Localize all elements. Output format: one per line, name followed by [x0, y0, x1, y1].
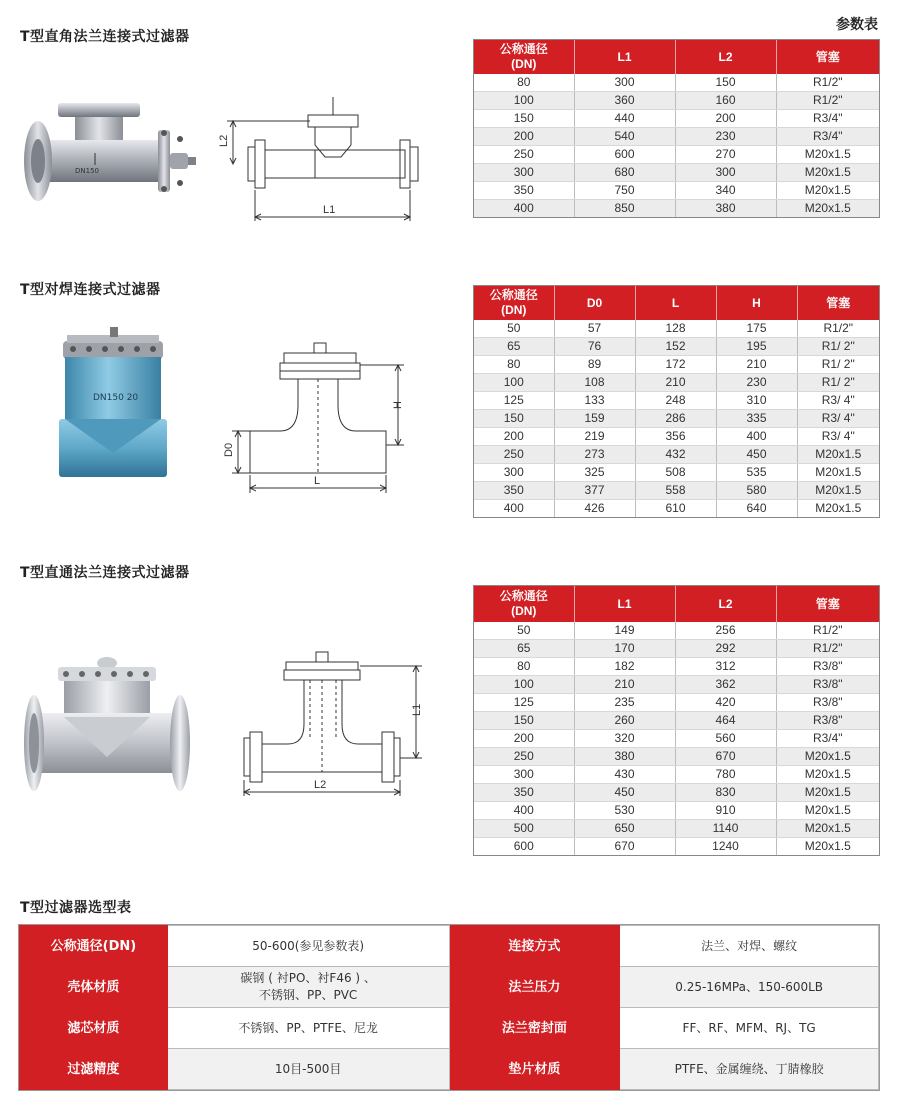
table-cell: M20x1.5 [776, 182, 879, 200]
section1-dim-l1: L1 [323, 204, 336, 216]
section1-dim-l2: L2 [218, 134, 230, 147]
table-cell: 150 [474, 110, 574, 128]
table-row [474, 392, 879, 410]
section3-header-0: 公称通径 (DN) [474, 586, 574, 622]
table-cell: 600 [574, 146, 675, 164]
table-cell: 160 [675, 92, 776, 110]
table-cell: R1/ 2" [797, 374, 879, 392]
section1-photo-marking: DN150 [75, 167, 99, 175]
table-cell: 57 [554, 320, 635, 338]
table-cell: 850 [574, 200, 675, 218]
table-cell: M20x1.5 [776, 164, 879, 182]
table-cell: 420 [675, 694, 776, 712]
table-cell: 286 [635, 410, 716, 428]
section1-photo [20, 95, 200, 225]
table-cell: 125 [474, 694, 574, 712]
selection-label: 壳体材质 [20, 967, 168, 1008]
table-cell: 440 [574, 110, 675, 128]
table-cell: 300 [474, 766, 574, 784]
table-row [474, 92, 879, 110]
table-row [474, 694, 879, 712]
selection-value: 碳钢 ( 衬PO、衬F46 ) 、 不锈钢、PP、PVC [167, 967, 449, 1008]
section2-drawing [218, 335, 418, 505]
table-cell: R3/8" [776, 694, 879, 712]
table-cell: R3/8" [776, 712, 879, 730]
table-cell: 175 [716, 320, 797, 338]
section3-drawing [230, 648, 430, 798]
selection-table [19, 925, 879, 1090]
section2-header-1: D0 [554, 286, 635, 320]
table-cell: 540 [574, 128, 675, 146]
table-cell: 200 [474, 128, 574, 146]
table-cell: 210 [635, 374, 716, 392]
table-cell: 100 [474, 374, 554, 392]
table-cell: 65 [474, 338, 554, 356]
table-cell: 248 [635, 392, 716, 410]
table-cell: 159 [554, 410, 635, 428]
section3-dim-l1: L1 [411, 703, 423, 716]
table-cell: R1/ 2" [797, 356, 879, 374]
table-cell: 362 [675, 676, 776, 694]
section2-header-4: 管塞 [797, 286, 879, 320]
table-cell: M20x1.5 [797, 446, 879, 464]
table-cell: R3/4" [776, 110, 879, 128]
selection-value: 50-600(参见参数表) [167, 926, 449, 967]
section3-header-2: L2 [675, 586, 776, 622]
selection-label: 过滤精度 [20, 1049, 168, 1090]
table-row [474, 356, 879, 374]
table-cell: 830 [675, 784, 776, 802]
table-cell: 108 [554, 374, 635, 392]
table-row [474, 338, 879, 356]
table-cell: M20x1.5 [776, 748, 879, 766]
table-cell: 1140 [675, 820, 776, 838]
table-cell: 200 [675, 110, 776, 128]
table-cell: 432 [635, 446, 716, 464]
section1-title: T型直角法兰连接式过滤器 [20, 29, 190, 45]
table-cell: 89 [554, 356, 635, 374]
table-cell: 250 [474, 146, 574, 164]
table-cell: 340 [675, 182, 776, 200]
table-cell: 530 [574, 802, 675, 820]
table-cell: R3/8" [776, 658, 879, 676]
table-cell: 500 [474, 820, 574, 838]
table-cell: R3/ 4" [797, 410, 879, 428]
table-cell: 350 [474, 784, 574, 802]
table-cell: 256 [675, 622, 776, 640]
table-cell: M20x1.5 [776, 766, 879, 784]
table-cell: 65 [474, 640, 574, 658]
table-cell: M20x1.5 [776, 784, 879, 802]
table-cell: 400 [474, 200, 574, 218]
table-cell: 380 [675, 200, 776, 218]
table-cell: 450 [716, 446, 797, 464]
table-row [474, 676, 879, 694]
table-cell: 426 [554, 500, 635, 518]
table-cell: 320 [574, 730, 675, 748]
table-cell: 464 [675, 712, 776, 730]
selection-value: 10目-500目 [167, 1049, 449, 1090]
table-cell: 300 [474, 464, 554, 482]
table-cell: 535 [716, 464, 797, 482]
table-cell: 312 [675, 658, 776, 676]
table-cell: 508 [635, 464, 716, 482]
table-cell: 200 [474, 428, 554, 446]
table-cell: R1/2" [797, 320, 879, 338]
selection-value: 0.25-16MPa、150-600LB [620, 967, 879, 1008]
table-cell: 219 [554, 428, 635, 446]
table-row [474, 658, 879, 676]
table-row [474, 712, 879, 730]
table-cell: 195 [716, 338, 797, 356]
table-cell: 670 [574, 838, 675, 856]
table-row [474, 766, 879, 784]
section1-header-0: 公称通径 (DN) [474, 40, 574, 74]
table-cell: 100 [474, 676, 574, 694]
table-cell: R1/2" [776, 622, 879, 640]
table-cell: M20x1.5 [797, 482, 879, 500]
selection-row [20, 967, 879, 1008]
table-cell: 150 [474, 410, 554, 428]
table-cell: 360 [574, 92, 675, 110]
section1-header-3: 管塞 [776, 40, 879, 74]
table-cell: 80 [474, 74, 574, 92]
table-cell: R3/4" [776, 730, 879, 748]
table-row [474, 748, 879, 766]
selection-label: 法兰压力 [449, 967, 620, 1008]
table-cell: M20x1.5 [776, 146, 879, 164]
table-cell: 670 [675, 748, 776, 766]
table-row [474, 110, 879, 128]
table-cell: 560 [675, 730, 776, 748]
table-cell: 100 [474, 92, 574, 110]
table-cell: M20x1.5 [776, 200, 879, 218]
table-cell: 235 [574, 694, 675, 712]
section2-dim-h: H [392, 401, 404, 409]
table-cell: 430 [574, 766, 675, 784]
table-cell: 310 [716, 392, 797, 410]
table-cell: 50 [474, 320, 554, 338]
table-cell: 200 [474, 730, 574, 748]
table-cell: 650 [574, 820, 675, 838]
selection-label: 滤芯材质 [20, 1008, 168, 1049]
table-cell: R1/ 2" [797, 338, 879, 356]
table-cell: 450 [574, 784, 675, 802]
table-cell: M20x1.5 [776, 820, 879, 838]
table-cell: 300 [474, 164, 574, 182]
section3-title: T型直通法兰连接式过滤器 [20, 565, 190, 581]
table-cell: R1/2" [776, 640, 879, 658]
table-cell: M20x1.5 [776, 802, 879, 820]
table-row [474, 74, 879, 92]
section2-header-0: 公称通径 (DN) [474, 286, 554, 320]
section3-header-1: L1 [574, 586, 675, 622]
table-cell: 50 [474, 622, 574, 640]
table-cell: M20x1.5 [815, 501, 862, 515]
table-cell: 133 [554, 392, 635, 410]
table-cell: 125 [474, 392, 554, 410]
table-cell: M20x1.5 [797, 464, 879, 482]
table-cell: 750 [574, 182, 675, 200]
selection-label: 法兰密封面 [449, 1008, 620, 1049]
table-row [474, 622, 879, 640]
table-cell: 400 [474, 802, 574, 820]
section3-param-table [474, 586, 879, 855]
table-cell: 580 [716, 482, 797, 500]
table-cell: 80 [474, 658, 574, 676]
table-cell: 350 [474, 182, 574, 200]
table-row [474, 640, 879, 658]
table-cell: 610 [635, 500, 716, 518]
table-cell: 260 [574, 712, 675, 730]
table-cell: 325 [554, 464, 635, 482]
table-row [474, 200, 879, 218]
section3-photo [20, 655, 195, 800]
table-row [474, 410, 879, 428]
section1-param-table [474, 40, 879, 217]
table-cell: 128 [635, 320, 716, 338]
table-cell: 335 [716, 410, 797, 428]
table-cell: 152 [635, 338, 716, 356]
selection-label: 垫片材质 [449, 1049, 620, 1090]
table-cell: 292 [675, 640, 776, 658]
table-cell: 210 [574, 676, 675, 694]
selection-row [20, 926, 879, 967]
selection-value: FF、RF、MFM、RJ、TG [620, 1008, 879, 1049]
table-cell: 250 [474, 748, 574, 766]
table-cell: 910 [675, 802, 776, 820]
section2-dim-l: L [314, 475, 321, 487]
table-cell: 680 [574, 164, 675, 182]
table-row [474, 128, 879, 146]
selection-label: 连接方式 [449, 926, 620, 967]
section2-title: T型对焊连接式过滤器 [20, 282, 161, 298]
table-row [474, 500, 879, 518]
table-cell: 300 [675, 164, 776, 182]
table-cell: 600 [474, 838, 574, 856]
table-cell: 230 [716, 374, 797, 392]
selection-title: T型过滤器选型表 [20, 900, 132, 916]
table-cell: 356 [635, 428, 716, 446]
selection-value: 法兰、对焊、螺纹 [620, 926, 879, 967]
table-row [474, 374, 879, 392]
section3-dim-l2: L2 [314, 779, 327, 791]
params-label: 参数表 [836, 17, 878, 33]
selection-value: 不锈钢、PP、PTFE、尼龙 [167, 1008, 449, 1049]
table-cell: 273 [554, 446, 635, 464]
section1-drawing [215, 95, 425, 225]
table-row [474, 182, 879, 200]
table-row [474, 784, 879, 802]
section2-photo [55, 325, 175, 485]
table-cell: 400 [716, 428, 797, 446]
table-cell: 230 [675, 128, 776, 146]
table-cell: 1240 [675, 838, 776, 856]
table-row [474, 802, 879, 820]
table-cell: 350 [474, 482, 554, 500]
table-row [474, 820, 879, 838]
table-cell: 250 [474, 446, 554, 464]
section2-header-2: L [635, 286, 716, 320]
table-cell: 380 [574, 748, 675, 766]
table-cell: R3/ 4" [797, 392, 879, 410]
table-cell: 172 [635, 356, 716, 374]
table-cell: 300 [574, 74, 675, 92]
section3-header-3: 管塞 [776, 586, 879, 622]
table-cell: 149 [574, 622, 675, 640]
table-cell: 640 [716, 500, 797, 518]
table-cell: R3/4" [776, 128, 879, 146]
selection-row [20, 1008, 879, 1049]
table-cell: 270 [675, 146, 776, 164]
selection-value: PTFE、金属缠绕、丁腈橡胶 [620, 1049, 879, 1090]
table-cell: R3/ 4" [797, 428, 879, 446]
table-row [474, 146, 879, 164]
table-row [474, 446, 879, 464]
section1-header-1: L1 [574, 40, 675, 74]
section2-photo-marking: DN150 20 [93, 393, 139, 403]
table-cell: 80 [474, 356, 554, 374]
table-row [474, 482, 879, 500]
table-cell: 400 [474, 500, 554, 518]
table-cell: R1/2" [776, 74, 879, 92]
table-row [474, 838, 879, 856]
table-cell: 210 [716, 356, 797, 374]
section2-header-3: H [716, 286, 797, 320]
table-cell: 780 [675, 766, 776, 784]
table-cell: 150 [675, 74, 776, 92]
table-cell: 76 [554, 338, 635, 356]
selection-label: 公称通径(DN) [20, 926, 168, 967]
section2-dim-d0: D0 [223, 442, 235, 457]
table-cell: 182 [574, 658, 675, 676]
table-cell: R1/2" [776, 92, 879, 110]
table-row [474, 428, 879, 446]
table-cell: 558 [635, 482, 716, 500]
table-row [474, 320, 879, 338]
section1-header-2: L2 [675, 40, 776, 74]
table-cell: 150 [474, 712, 574, 730]
table-row [474, 164, 879, 182]
table-cell: 377 [554, 482, 635, 500]
table-cell: R3/8" [776, 676, 879, 694]
table-cell: 170 [574, 640, 675, 658]
table-row [474, 464, 879, 482]
table-cell: M20x1.5 [804, 839, 851, 853]
table-row [474, 730, 879, 748]
selection-row [20, 1049, 879, 1090]
section2-param-table [474, 286, 879, 517]
